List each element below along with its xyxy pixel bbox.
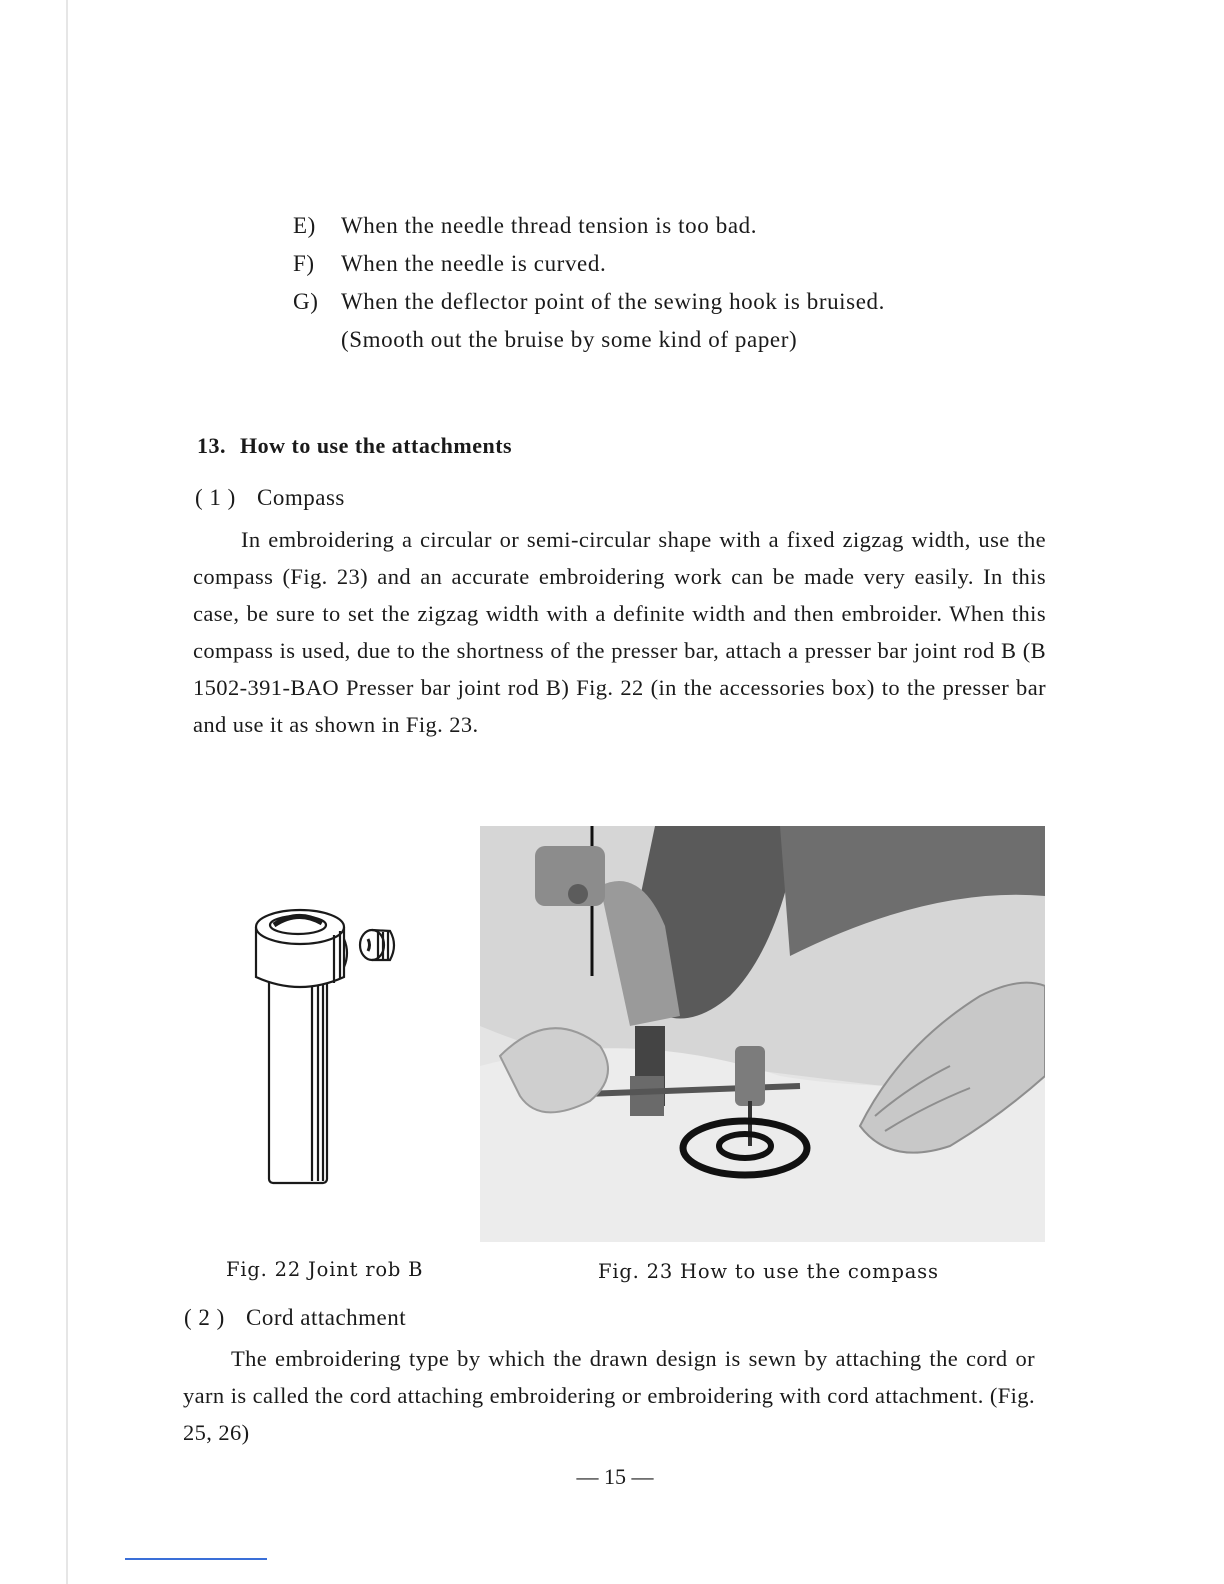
subsection-number: ( 2 ): [184, 1305, 225, 1330]
list-item: [293, 289, 993, 315]
page-edge-line: [66, 0, 68, 1584]
section-heading: [197, 433, 512, 459]
subsection-cord-heading: [184, 1305, 406, 1331]
list-item: [293, 251, 993, 277]
subsection-title: Cord attachment: [246, 1305, 407, 1330]
list-item-text: When the needle thread tension is too bad.: [341, 213, 758, 238]
cord-attachment-paragraph: The embroidering type by which the drawn design is sewn by attaching the cord or yarn is called the cord attaching embroidering or embroidering with cord attachment. (Fig. 25, 26): [183, 1346, 1035, 1445]
subsection-title: Compass: [257, 485, 345, 510]
subsection-compass-heading: [195, 485, 345, 511]
page-number: — 15 —: [576, 1464, 654, 1489]
compass-paragraph: In embroidering a circular or semi-circular shape with a fixed zigzag width, use the compass (Fig. 23) and an accurate embroidering work can be made very easily. In this case, be sure to set the zigzag width with a definite width and then embroider. When this compass is used, due to the shortness of the presser bar, attach a presser bar joint rod B (B 1502-391-BAO Presser bar joint rod B) Fig. 22 (in the accessories box) to the presser bar and use it as shown in Fig. 23.: [193, 527, 1046, 737]
list-continuation: (Smooth out the bruise by some kind of paper): [341, 327, 798, 352]
list-item-mark: G): [293, 289, 319, 314]
list-item-text: When the needle is curved.: [341, 251, 607, 276]
joint-rod-illustration: [250, 905, 410, 1195]
section-title: How to use the attachments: [240, 433, 513, 458]
footer-rule: [125, 1558, 267, 1560]
compass-usage-photo: [480, 826, 1045, 1242]
figure-23-caption: Fig. 23 How to use the compass: [598, 1260, 939, 1283]
list-item-mark: F): [293, 251, 315, 276]
list-item-text: When the deflector point of the sewing hook is bruised.: [341, 289, 885, 314]
subsection-number: ( 1 ): [195, 485, 236, 510]
section-number: 13.: [197, 433, 226, 458]
list-item: [293, 213, 993, 239]
list-item-mark: E): [293, 213, 316, 238]
figure-22-caption: Fig. 22 Joint rob B: [226, 1258, 424, 1281]
